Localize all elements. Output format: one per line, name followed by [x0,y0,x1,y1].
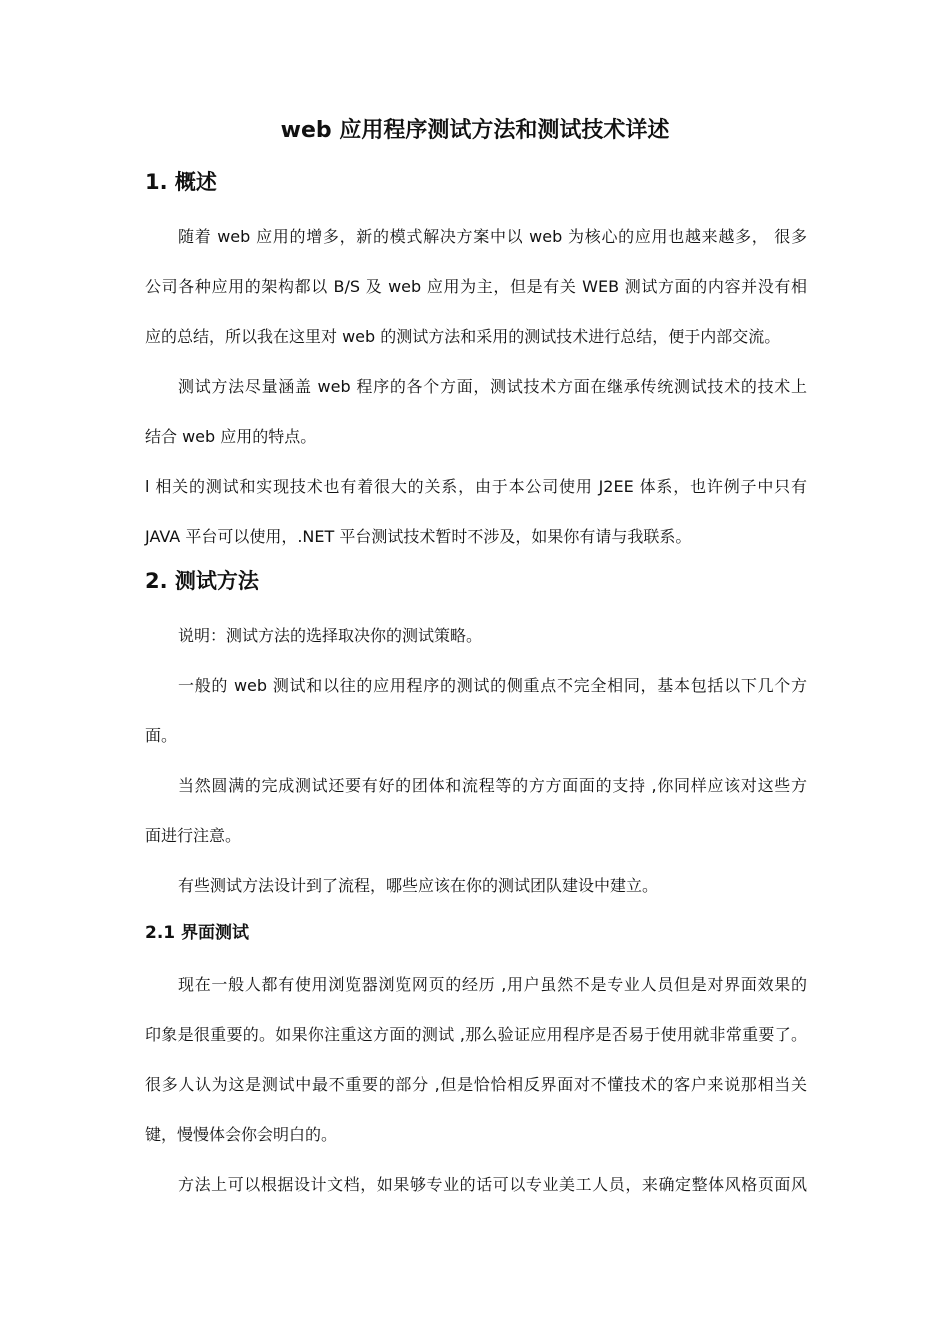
paragraph-line: 印象是很重要的。如果你注重这方面的测试 ,那么验证应用程序是否易于使用就非常重要了。 [145,1025,807,1044]
section-heading-test-methods: 2. 测试方法 [145,569,259,593]
paragraph-line: 结合 web 应用的特点。 [145,427,317,446]
paragraph-line: 有些测试方法设计到了流程，哪些应该在你的测试团队建设中建立。 [178,876,659,895]
paragraph-line: 随着 web 应用的增多，新的模式解决方案中以 web 为核心的应用也越来越多， 很多 [178,227,807,246]
paragraph-line: 很多人认为这是测试中最不重要的部分 ,但是恰恰相反界面对不懂技术的客户来说那相当关 [145,1075,807,1094]
paragraph-line: 当然圆满的完成测试还要有好的团体和流程等的方方面面的支持 ,你同样应该对这些方 [178,776,807,795]
document-title: web 应用程序测试方法和测试技术详述 [280,118,670,143]
paragraph-line: 键，慢慢体会你会明白的。 [145,1125,338,1144]
paragraph-line: 测试方法尽量涵盖 web 程序的各个方面，测试技术方面在继承传统测试技术的技术上 [178,377,807,396]
paragraph-line: 应的总结，所以我在这里对 web 的测试方法和采用的测试技术进行总结，便于内部交流。 [145,327,781,346]
subsection-heading-ui-testing: 2.1 界面测试 [145,923,250,943]
paragraph-line: 现在一般人都有使用浏览器浏览网页的经历 ,用户虽然不是专业人员但是对界面效果的 [178,975,807,994]
paragraph-line: 方法上可以根据设计文档，如果够专业的话可以专业美工人员，来确定整体风格页面风 [178,1175,807,1194]
paragraph-line: l 相关的测试和实现技术也有着很大的关系，由于本公司使用 J2EE 体系，也许例子中只有 [145,477,807,496]
paragraph-line: 面。 [145,726,178,745]
paragraph-line: 一般的 web 测试和以往的应用程序的测试的侧重点不完全相同，基本包括以下几个方 [178,676,807,695]
paragraph-line: JAVA 平台可以使用，.NET 平台测试技术暂时不涉及，如果你有请与我联系。 [145,527,692,546]
section-heading-overview: 1. 概述 [145,170,217,194]
paragraph-line: 说明：测试方法的选择取决你的测试策略。 [178,626,483,645]
paragraph-line: 面进行注意。 [145,826,242,845]
paragraph-line: 公司各种应用的架构都以 B/S 及 web 应用为主，但是有关 WEB 测试方面的内容并没有相 [145,277,807,296]
